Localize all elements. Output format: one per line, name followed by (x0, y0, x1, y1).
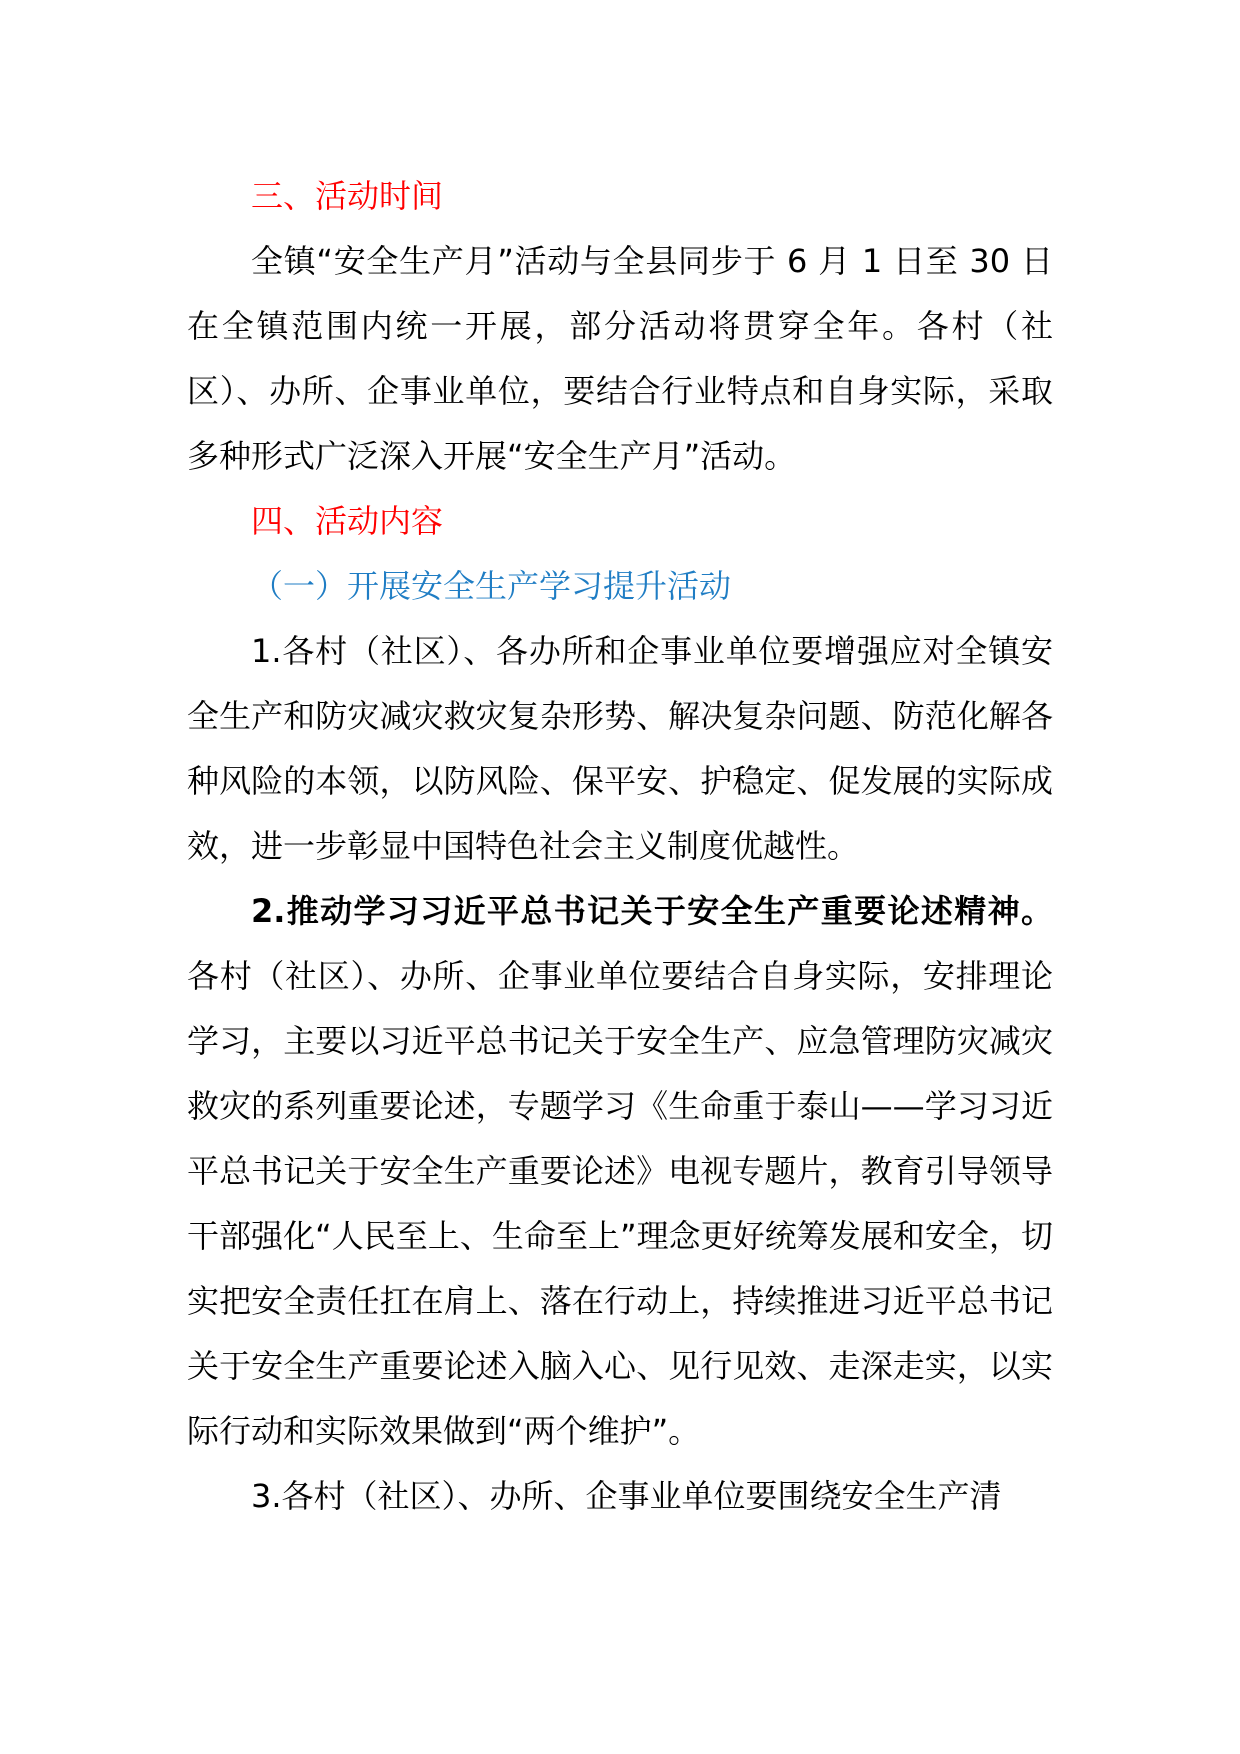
list-item-2-lead: 2.推动学习习近平总书记关于安全生产重要论述精神。 (251, 892, 1053, 930)
list-item-2-body: 各村（社区）、办所、企事业单位要结合自身实际，安排理论学习，主要以习近平总书记关于安全生产、应急管理防灾减灾救灾的系列重要论述，专题学习《生命重于泰山——学习习近平总书记关于安全生产重要论述》电视专题片，教育引导领导干部强化“人民至上、生命至上”理念更好统筹发展和安全，切实把安全责任扛在肩上、落在行动上，持续推进习近平总书记关于安全生产重要论述入脑入心、见行见效、走深走实，以实际行动和实际效果做到“两个维护”。 (187, 957, 1053, 1450)
section-heading-activity-time: 三、活动时间 (251, 177, 444, 215)
list-item-3: 3.各村（社区）、办所、企事业单位要围绕安全生产清 (251, 1477, 1002, 1515)
paragraph-activity-time: 全镇“安全生产月”活动与全县同步于 6 月 1 日至 30 日在全镇范围内统一开展，部分活动将贯穿全年。各村（社区）、办所、企事业单位，要结合行业特点和自身实际，采取多种形式广泛深入开展“安全生产月”活动。 (187, 242, 1053, 475)
section-heading-activity-content: 四、活动内容 (251, 502, 444, 540)
document-page (187, 164, 1053, 1529)
list-item-1: 1.各村（社区）、各办所和企事业单位要增强应对全镇安全生产和防灾减灾救灾复杂形势、解决复杂问题、防范化解各种风险的本领，以防风险、保平安、护稳定、促发展的实际成效，进一步彰显中国特色社会主义制度优越性。 (187, 632, 1053, 865)
list-item-2 (187, 879, 1053, 1464)
subheading-study-activity: （一）开展安全生产学习提升活动 (251, 567, 732, 605)
